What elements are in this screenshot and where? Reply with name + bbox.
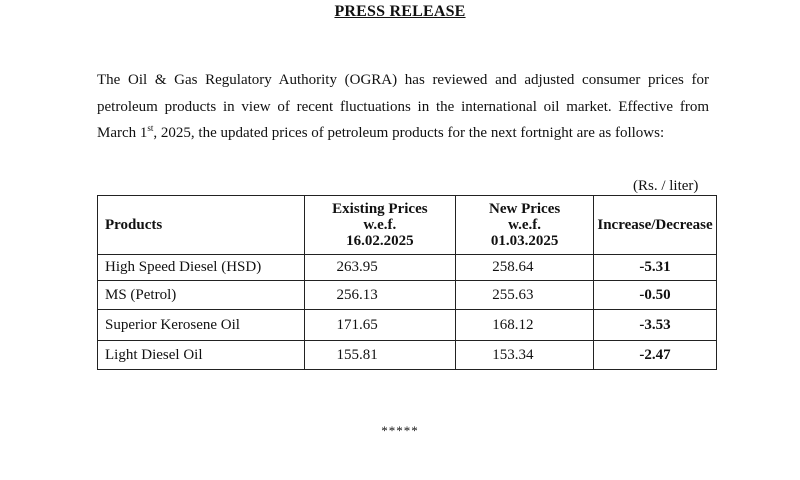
unit-label: (Rs. / liter) <box>633 178 699 194</box>
document-title: PRESS RELEASE <box>334 3 466 20</box>
intro-paragraph <box>97 67 709 147</box>
cell-product: High Speed Diesel (HSD) <box>98 255 305 281</box>
header-new-line-1: New Prices <box>489 201 561 217</box>
cell-product: MS (Petrol) <box>98 281 305 310</box>
cell-change: -3.53 <box>594 310 717 341</box>
end-mark: ***** <box>381 423 419 438</box>
cell-new-price: 258.64 <box>456 255 594 281</box>
paragraph-line-1: The Oil & Gas Regulatory Authority (OGRA) has reviewed and adjusted consumer prices for <box>97 72 709 88</box>
header-products: Products <box>98 196 305 255</box>
cell-new-price: 255.63 <box>456 281 594 310</box>
paragraph-line-3-end: , 2025, the updated prices of petroleum products for the next fortnight are as follows: <box>153 125 665 141</box>
price-table <box>97 195 717 370</box>
paragraph-line-3 <box>97 120 709 147</box>
header-existing-line-3: 16.02.2025 <box>346 233 414 249</box>
cell-existing-price: 171.65 <box>304 310 456 341</box>
table-row <box>98 310 717 341</box>
cell-existing-price: 155.81 <box>304 341 456 370</box>
table-header-row <box>98 196 717 255</box>
table-row <box>98 341 717 370</box>
paragraph-line-3-start: March 1 <box>97 125 148 141</box>
header-new-line-3: 01.03.2025 <box>490 233 559 249</box>
table-row <box>98 281 717 310</box>
header-existing-prices <box>304 196 456 255</box>
ordinal-suffix: st <box>147 123 154 133</box>
header-increase-decrease: Increase/Decrease <box>594 196 717 255</box>
cell-product: Superior Kerosene Oil <box>98 310 305 341</box>
cell-new-price: 153.34 <box>456 341 594 370</box>
cell-product: Light Diesel Oil <box>98 341 305 370</box>
paragraph-line-2: petroleum products in view of recent fluctuations in the international oil market. Effective from <box>97 98 709 115</box>
header-new-line-2: w.e.f. <box>508 217 542 233</box>
header-new-prices <box>456 196 594 255</box>
cell-existing-price: 256.13 <box>304 281 456 310</box>
table-row <box>98 255 717 281</box>
cell-change: -2.47 <box>594 341 717 370</box>
header-existing-line-1: Existing Prices <box>332 201 428 217</box>
cell-new-price: 168.12 <box>456 310 594 341</box>
cell-change: -0.50 <box>594 281 717 310</box>
header-existing-line-2: w.e.f. <box>363 217 397 233</box>
cell-change: -5.31 <box>594 255 717 281</box>
cell-existing-price: 263.95 <box>304 255 456 281</box>
